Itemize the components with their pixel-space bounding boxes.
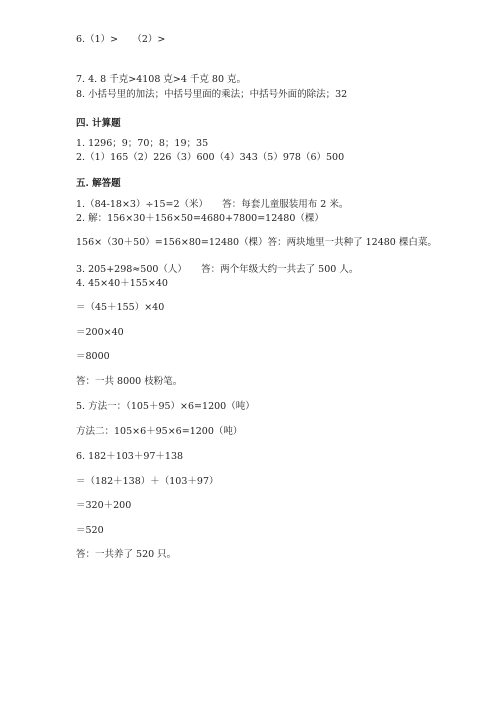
problem-4-step-2: ＝（45＋155）×40 [76, 302, 165, 313]
problem-6-step-1: 6. 182＋103＋97＋138 [76, 451, 184, 462]
calc-answer-1: 1. 1296；9；70；8；19；35 [76, 138, 209, 149]
problem-4-step-4: ＝8000 [76, 351, 110, 362]
problem-2-step-2: 156×（30＋50）=156×80=12480（棵）答：两块地里一共种了 12480 棵白菜。 [76, 237, 437, 248]
answer-6: 6.（1）> （2）> [76, 34, 166, 45]
calc-answer-2: 2.（1）165（2）226（3）600（4）343（5）978（6）500 [76, 152, 345, 163]
problem-6-step-4: ＝520 [76, 525, 104, 536]
problem-6-answer: 答：一共养了 520 只。 [76, 549, 177, 560]
problem-4-answer: 答：一共 8000 枝粉笔。 [76, 376, 183, 387]
problem-1: 1.（84-18×3）÷15=2（米） 答：每套儿童服装用布 2 米。 [76, 199, 349, 210]
problem-6-step-3: ＝320＋200 [76, 500, 132, 511]
problem-5-method-2: 方法二：105×6＋95×6=1200（吨） [76, 426, 243, 437]
problem-6-step-2: ＝（182＋138）＋（103＋97） [76, 476, 219, 487]
problem-3: 3. 205+298≈500（人） 答：两个年级大约一共去了 500 人。 [76, 264, 359, 275]
problem-4-step-1: 4. 45×40＋155×40 [76, 278, 168, 289]
answer-8: 8. 小括号里的加法；中括号里面的乘法；中括号外面的除法；32 [76, 89, 348, 100]
section-heading-calculation: 四. 计算题 [76, 118, 121, 129]
section-heading-word-problems: 五. 解答题 [76, 178, 121, 189]
problem-2-step-1: 2. 解：156×30＋156×50=4680+7800=12480（棵） [76, 213, 324, 224]
problem-4-step-3: ＝200×40 [76, 327, 124, 338]
answer-7: 7. 4. 8 千克>4108 克>4 千克 80 克。 [76, 74, 247, 85]
problem-5-method-1: 5. 方法一：（105＋95）×6=1200（吨） [76, 401, 255, 412]
